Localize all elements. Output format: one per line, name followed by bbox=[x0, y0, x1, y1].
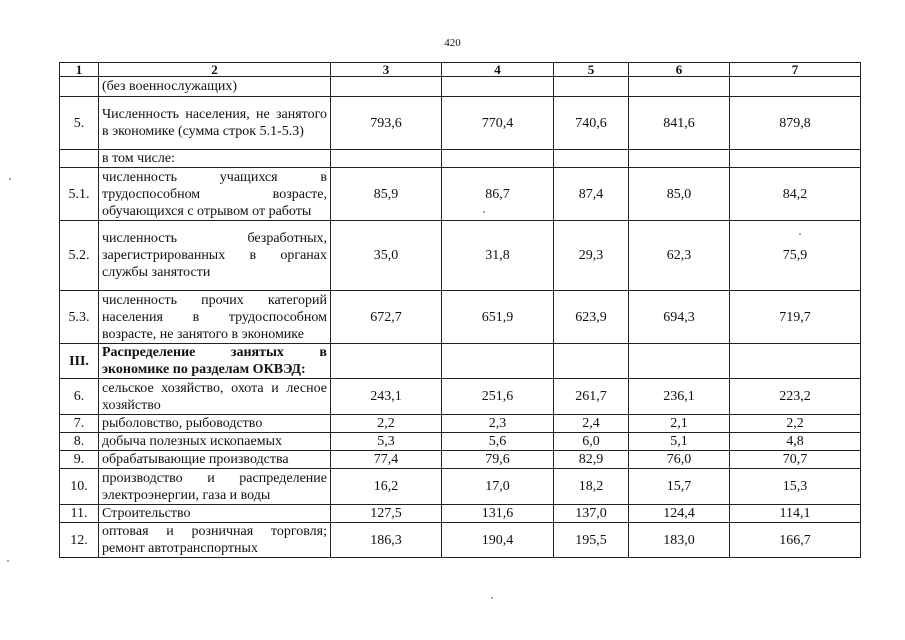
table-header-row bbox=[60, 63, 861, 77]
row-name: производство и распределение электроэнергии, газа и воды bbox=[99, 469, 331, 505]
value-cell bbox=[629, 150, 730, 168]
row-number bbox=[60, 150, 99, 168]
row-number: 10. bbox=[60, 469, 99, 505]
value-cell: 79,6 bbox=[442, 451, 554, 469]
row-number: 11. bbox=[60, 505, 99, 523]
row-name: сельское хозяйство, охота и лесное хозяйство bbox=[99, 379, 331, 415]
row-number bbox=[60, 77, 99, 97]
value-cell: 35,0 bbox=[331, 221, 442, 291]
value-cell: 2,2 bbox=[730, 415, 861, 433]
row-number: 12. bbox=[60, 523, 99, 558]
value-cell: 6,0 bbox=[554, 433, 629, 451]
scan-speck bbox=[799, 233, 801, 235]
value-cell: 84,2 bbox=[730, 168, 861, 221]
value-cell bbox=[554, 150, 629, 168]
value-cell: 5,3 bbox=[331, 433, 442, 451]
value-cell: 76,0 bbox=[629, 451, 730, 469]
value-cell bbox=[331, 77, 442, 97]
value-cell: 841,6 bbox=[629, 97, 730, 150]
value-cell: 5,1 bbox=[629, 433, 730, 451]
value-cell: 15,3 bbox=[730, 469, 861, 505]
page-number: 420 bbox=[444, 37, 461, 49]
value-cell: 2,4 bbox=[554, 415, 629, 433]
row-name: численность прочих категорий населения в трудоспособном возрасте, не занятого в экономике bbox=[99, 291, 331, 344]
value-cell: 114,1 bbox=[730, 505, 861, 523]
value-cell: 29,3 bbox=[554, 221, 629, 291]
value-cell: 77,4 bbox=[331, 451, 442, 469]
table-row bbox=[60, 291, 861, 344]
value-cell bbox=[730, 77, 861, 97]
value-cell bbox=[730, 150, 861, 168]
row-name: численность учащихся в трудоспособном возрасте, обучающихся с отрывом от работы bbox=[99, 168, 331, 221]
value-cell: 251,6 bbox=[442, 379, 554, 415]
table-row bbox=[60, 344, 861, 379]
value-cell: 195,5 bbox=[554, 523, 629, 558]
value-cell: 261,7 bbox=[554, 379, 629, 415]
value-cell: 793,6 bbox=[331, 97, 442, 150]
scan-speck bbox=[7, 560, 9, 562]
table-row bbox=[60, 451, 861, 469]
table-row bbox=[60, 415, 861, 433]
value-cell: 85,0 bbox=[629, 168, 730, 221]
header-cell: 1 bbox=[60, 63, 99, 77]
value-cell: 694,3 bbox=[629, 291, 730, 344]
value-cell: 190,4 bbox=[442, 523, 554, 558]
value-cell: 15,7 bbox=[629, 469, 730, 505]
value-cell: 4,8 bbox=[730, 433, 861, 451]
table-row bbox=[60, 505, 861, 523]
value-cell: 243,1 bbox=[331, 379, 442, 415]
value-cell: 879,8 bbox=[730, 97, 861, 150]
value-cell: 137,0 bbox=[554, 505, 629, 523]
table-row bbox=[60, 150, 861, 168]
value-cell: 86,7 bbox=[442, 168, 554, 221]
value-cell: 740,6 bbox=[554, 97, 629, 150]
table-row bbox=[60, 221, 861, 291]
value-cell bbox=[331, 344, 442, 379]
value-cell: 2,1 bbox=[629, 415, 730, 433]
value-cell bbox=[629, 344, 730, 379]
value-cell: 5,6 bbox=[442, 433, 554, 451]
row-number: 5.2. bbox=[60, 221, 99, 291]
table-row bbox=[60, 379, 861, 415]
table-row bbox=[60, 469, 861, 505]
row-name: Численность населения, не занятого в экономике (сумма строк 5.1-5.3) bbox=[99, 97, 331, 150]
scan-speck bbox=[9, 178, 11, 180]
row-number: III. bbox=[60, 344, 99, 379]
value-cell bbox=[629, 77, 730, 97]
value-cell: 62,3 bbox=[629, 221, 730, 291]
value-cell: 82,9 bbox=[554, 451, 629, 469]
value-cell: 31,8 bbox=[442, 221, 554, 291]
value-cell: 16,2 bbox=[331, 469, 442, 505]
row-name: обрабатывающие производства bbox=[99, 451, 331, 469]
statistics-table bbox=[59, 62, 861, 558]
row-name: добыча полезных ископаемых bbox=[99, 433, 331, 451]
table-row bbox=[60, 77, 861, 97]
header-cell: 3 bbox=[331, 63, 442, 77]
value-cell: 85,9 bbox=[331, 168, 442, 221]
scan-speck bbox=[491, 597, 493, 599]
value-cell: 223,2 bbox=[730, 379, 861, 415]
row-number: 5.1. bbox=[60, 168, 99, 221]
value-cell: 2,3 bbox=[442, 415, 554, 433]
section-heading: Распределение занятых в экономике по разделам ОКВЭД: bbox=[99, 344, 331, 379]
scan-speck bbox=[483, 211, 485, 213]
row-name: (без военнослужащих) bbox=[99, 77, 331, 97]
header-cell: 2 bbox=[99, 63, 331, 77]
value-cell: 2,2 bbox=[331, 415, 442, 433]
value-cell: 672,7 bbox=[331, 291, 442, 344]
row-number: 5. bbox=[60, 97, 99, 150]
table-row bbox=[60, 433, 861, 451]
row-number: 8. bbox=[60, 433, 99, 451]
table-row bbox=[60, 523, 861, 558]
row-name: в том числе: bbox=[99, 150, 331, 168]
row-name: оптовая и розничная торговля; ремонт автотранспортных bbox=[99, 523, 331, 558]
value-cell: 719,7 bbox=[730, 291, 861, 344]
value-cell bbox=[554, 344, 629, 379]
header-cell: 7 bbox=[730, 63, 861, 77]
header-cell: 4 bbox=[442, 63, 554, 77]
header-cell: 5 bbox=[554, 63, 629, 77]
row-name: Строительство bbox=[99, 505, 331, 523]
value-cell bbox=[442, 344, 554, 379]
value-cell: 186,3 bbox=[331, 523, 442, 558]
value-cell: 131,6 bbox=[442, 505, 554, 523]
value-cell: 623,9 bbox=[554, 291, 629, 344]
value-cell: 124,4 bbox=[629, 505, 730, 523]
row-name: численность безработных, зарегистрированных в органах службы занятости bbox=[99, 221, 331, 291]
value-cell: 75,9 bbox=[730, 221, 861, 291]
row-number: 9. bbox=[60, 451, 99, 469]
value-cell: 236,1 bbox=[629, 379, 730, 415]
value-cell bbox=[730, 344, 861, 379]
value-cell: 70,7 bbox=[730, 451, 861, 469]
table-row bbox=[60, 168, 861, 221]
value-cell: 87,4 bbox=[554, 168, 629, 221]
row-number: 6. bbox=[60, 379, 99, 415]
value-cell bbox=[442, 77, 554, 97]
value-cell: 127,5 bbox=[331, 505, 442, 523]
header-cell: 6 bbox=[629, 63, 730, 77]
row-number: 7. bbox=[60, 415, 99, 433]
value-cell: 770,4 bbox=[442, 97, 554, 150]
row-name: рыболовство, рыбоводство bbox=[99, 415, 331, 433]
value-cell bbox=[554, 77, 629, 97]
value-cell: 18,2 bbox=[554, 469, 629, 505]
row-number: 5.3. bbox=[60, 291, 99, 344]
value-cell bbox=[442, 150, 554, 168]
value-cell: 651,9 bbox=[442, 291, 554, 344]
table-row bbox=[60, 97, 861, 150]
value-cell: 166,7 bbox=[730, 523, 861, 558]
value-cell bbox=[331, 150, 442, 168]
value-cell: 17,0 bbox=[442, 469, 554, 505]
value-cell: 183,0 bbox=[629, 523, 730, 558]
